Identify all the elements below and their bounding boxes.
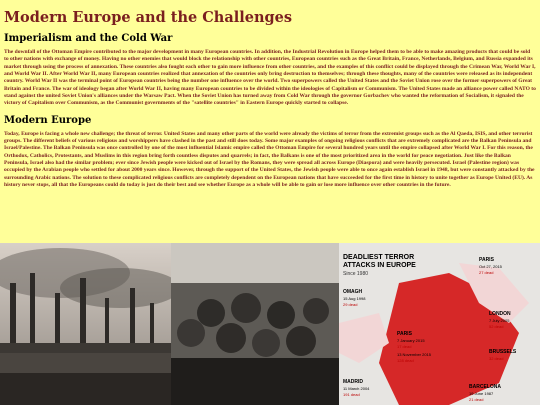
map-entry-date: 19 June 1987 bbox=[469, 391, 494, 396]
map-entry-city: LONDON bbox=[489, 311, 511, 317]
map-entry-city: MADRID bbox=[343, 379, 363, 385]
soldiers-image bbox=[171, 243, 339, 405]
map-entry-city: BARCELONA bbox=[469, 384, 501, 390]
factory-image bbox=[0, 243, 171, 405]
map-entry-date: Oct 27, 2015 bbox=[479, 264, 502, 269]
map-entry-dead: 29 dead bbox=[343, 302, 358, 307]
map-entry-dead: 32 dead bbox=[489, 356, 504, 361]
map-entry-date: 7 January 2015 bbox=[397, 338, 425, 343]
map-entry-dead: 128 dead bbox=[397, 358, 414, 363]
map-entry-date: 13 November 2015 bbox=[397, 352, 432, 357]
map-entry-city: BRUSSELS bbox=[489, 349, 517, 355]
map-entry-city: OMAGH bbox=[343, 289, 363, 295]
map-entry-dead: 21 dead bbox=[469, 397, 484, 402]
terror-map-image bbox=[339, 243, 540, 405]
section-heading-cold-war: Imperialism and the Cold War bbox=[4, 33, 173, 44]
section-body-modern-europe: Today, Europe is facing a whole new challenge; the threat of terror. United States and many other parts of the world were already the victims of terror from the extremist groups such as the Al Qaeda, ISIS, and other terrorist groups. The different beliefs of various religious and worshippers have clashed in the past and still does today. Some major examples of ongoing religious conflicts that are extremely complicated are the Balkan Peninsula and Israel/Palestine. The Balkan Peninsula was once controlled by one of the most influential Islamic empire called the Ottoman Empire for several hundred years until the empire collapsed after World War I. For this reason, the Orthodox, Catholics, Protestants, and Muslims in this region bring forth countless disputes and quarrels; in fact, the Balkans is one of the most prioritized area in the world for peace negotiation. Just like the Balkan Peninsula, Israel also had the similar problem; ever since Jewish people were kicked out of Israel by the Romans, they were spread all across Europe (Diaspora) and were heavily persecuted. Israel (Palestine region) was occupied by the Arabian people who settled for about 2000 years since. However, through the support of the United States, the Jewish people were able to once again establish Israel in 1948, but were constantly attacked by the surrounding Arabic nations. The solution to these complicated religious conflicts are completely dependent on the European nations that have succeeded for the first time in history to unite together as Europe United (EU). As history never stops, all that the Europeans could do today is just do their best and see whether Europe as a whole will be able to gain or lose more influence over other countries in the future. bbox=[4, 130, 535, 189]
map-entry-city: PARIS bbox=[479, 257, 494, 263]
map-entry-date: 11 March 2004 bbox=[343, 386, 370, 391]
section-body-cold-war: The downfall of the Ottoman Empire contributed to the major development in many European countries. In addition, the Industrial Revolution in Europe helped them to be able to make amazing products that could be sold to other nations with exchange of money. Having no other enemies that would block the relationship with other countries, European countries such as the Great Britain, France, Netherlands, Belgium, and Russia expanded its market through using the process of annexation. These countries also fought each other to gain more influence from other countries, and the examples of this conflict could be displayed through the Crimean War, World War I, and World War II. After World War II, many European countries realized that annexation of the countries only bring destruction to themselves; through these thoughts, many of the countries were released as its independent country. World War II was the terminal point of European countries being the number one influence over the world. Two superpowers called the United States and the Soviet Union rose over the former superpowers of Great Britain and France. The war of ideology began after World War II, having many European countries to be divided within the ideologies of Capitalism or Communism. The United States made an alliance power called NATO to stand against the united Soviet Union's alliances under the Warsaw Pact. When the Soviet Union has turned away from Cold War through the governor Gorbachev who wanted the reformation of Socialism, it signaled the victory of Capitalism over Communism, as the Communist governments of the "satellite countries" in Eastern Europe quickly started to collapse. bbox=[4, 49, 536, 107]
page-title: Modern Europe and the Challenges bbox=[4, 9, 293, 26]
map-entry-date: 7 July 2005 bbox=[489, 318, 510, 323]
map-entry-dead: 191 dead bbox=[343, 392, 360, 397]
map-entry-dead: 27 dead bbox=[479, 270, 494, 275]
map-entry-city: PARIS bbox=[397, 331, 412, 337]
map-entry-date: 15 Aug 1998 bbox=[343, 296, 366, 301]
map-title-2: ATTACKS IN EUROPE bbox=[343, 262, 416, 269]
map-entry-dead: 52 dead bbox=[489, 324, 504, 329]
image-strip bbox=[0, 243, 540, 405]
page-content bbox=[0, 0, 540, 190]
map-entry-dead: 17 dead bbox=[397, 344, 412, 349]
map-subtitle: Since 1980 bbox=[343, 271, 369, 277]
map-title-1: DEADLIEST TERROR bbox=[343, 254, 415, 261]
section-heading-modern-europe: Modern Europe bbox=[4, 114, 92, 126]
